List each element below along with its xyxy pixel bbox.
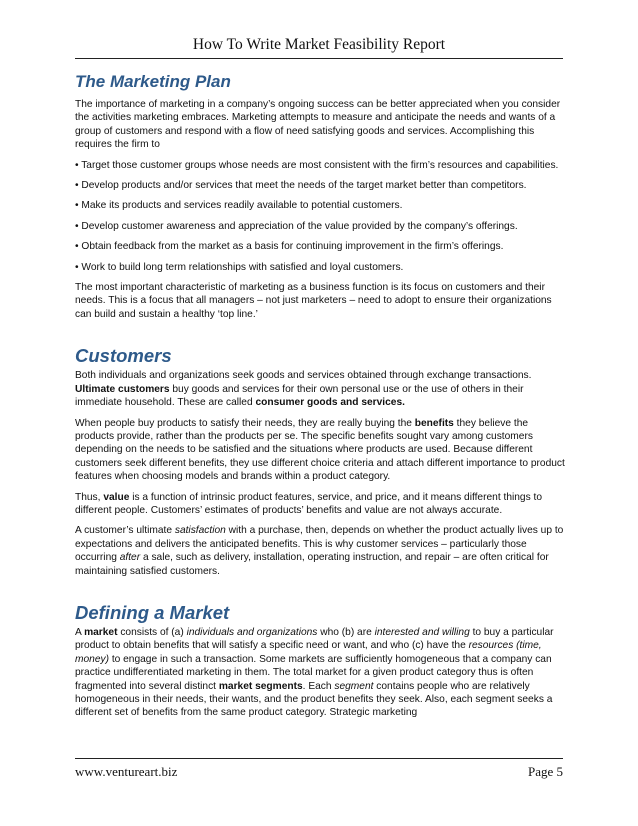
text-run: Thus, — [75, 491, 104, 503]
text-run: A customer’s ultimate — [75, 525, 175, 537]
page-header: How To Write Market Feasibility Report — [192, 36, 446, 53]
bold-term: market segments — [218, 680, 303, 692]
text-run: A — [75, 626, 85, 638]
text-run: they believe the products provide, rather than the products per se. The specific benefits sought vary among customers depending on the needs to be satisfied and the situations where products are used. Because different customers seek different benefits, they use different choice criteria and attach different importance to product features when choosing models and brands within a product category. — [75, 417, 565, 483]
customers-paragraph-2 — [75, 417, 565, 484]
text-run: a sale, such as delivery, installation, operating instruction, and repair – are often critical for maintaining satisfied customers. — [75, 552, 549, 577]
heading-customers: Customers — [75, 345, 172, 367]
customers-paragraph-4 — [75, 524, 565, 578]
heading-marketing-plan: The Marketing Plan — [75, 72, 231, 91]
text-run: with a purchase, then, depends on whether the product actually lives up to expectations and delivers the anticipated benefits. This is why customer services – particularly those occurring — [75, 525, 564, 564]
customers-paragraph-3 — [75, 491, 565, 518]
italic-term: after — [119, 552, 141, 564]
text-run: contains people who are relatively homogeneous in their needs, their wants, and the product benefits they seek. Also, each segment seeks a different set of benefits from the same product category. Strategic marketing — [75, 680, 553, 719]
italic-term: individuals and organizations — [186, 626, 318, 638]
footer-website: www.ventureart.biz — [75, 764, 178, 779]
bullet-item: • Work to build long term relationships with satisfied and loyal customers. — [75, 261, 404, 273]
bold-term: Ultimate customers — [75, 383, 170, 395]
text-run: buy goods and services for their own personal use or the use of others in their immediate household. These are called — [75, 383, 524, 409]
bullet-item: • Develop customer awareness and appreciation of the value provided by the company’s offerings. — [75, 220, 518, 232]
text-run: . Each — [302, 680, 335, 692]
bullet-item: • Develop products and/or services that meet the needs of the target market better than competitors. — [75, 180, 527, 192]
italic-term: satisfaction — [174, 525, 226, 537]
text-run: Both individuals and organizations seek goods and services obtained through exchange transactions. — [75, 370, 532, 382]
bold-term: consumer goods and services. — [255, 397, 405, 409]
italic-term: segment — [334, 680, 374, 692]
footer-page-number: Page 5 — [527, 764, 563, 779]
page-content — [75, 72, 565, 727]
text-run: consists of (a) — [117, 626, 187, 638]
italic-term: interested and willing — [374, 626, 470, 638]
italic-term: resources (time, money) — [75, 640, 542, 665]
bullet-item: • Target those customer groups whose needs are most consistent with the firm’s resources and capabilities. — [75, 159, 559, 171]
customers-paragraph-1 — [75, 369, 565, 409]
text-run: is a function of intrinsic product features, service, and price, and it means different things to different people. Customers’ estimates of products’ benefits and value are not always accurate. — [75, 491, 542, 516]
text-run: to engage in such a transaction. Some markets are sufficiently homogeneous that a company can practice undifferentiated marketing in them. The total market for a given product category thus is often fragmented into several distinct — [75, 653, 552, 692]
bullet-item: • Make its products and services readily available to potential customers. — [75, 200, 403, 212]
bold-term: market — [84, 626, 118, 638]
bold-term: value — [103, 491, 130, 503]
bold-term: benefits — [414, 417, 454, 429]
heading-defining-market: Defining a Market — [75, 601, 230, 623]
header-divider — [75, 58, 563, 59]
text-run: who (b) are — [317, 626, 375, 638]
marketing-plan-closing: The most important characteristic of marketing as a business function is its focus on customers and their needs. This is a focus that all managers – not just marketers – need to adopt to ensure their organizations can build and sustain a healthy ‘top line.’ — [75, 282, 552, 320]
footer-divider — [75, 758, 563, 759]
page-footer — [75, 764, 563, 780]
text-run: to buy a particular product to obtain benefits that will satisfy a specific need or want, and who (c) have the — [75, 626, 554, 652]
defining-market-paragraph — [75, 626, 565, 720]
bullet-item: • Obtain feedback from the market as a basis for continuing improvement in the firm’s offerings. — [75, 241, 504, 253]
marketing-plan-intro: The importance of marketing in a company’s ongoing success can be better appreciated when you consider the activities marketing embraces. Marketing attempts to measure and anticipate the needs and wants of a group of customers and respond with a flow of need satisfying goods and services. Accomplishing this requires the firm to — [75, 99, 561, 151]
text-run: When people buy products to satisfy their needs, they are really buying the — [75, 417, 415, 429]
